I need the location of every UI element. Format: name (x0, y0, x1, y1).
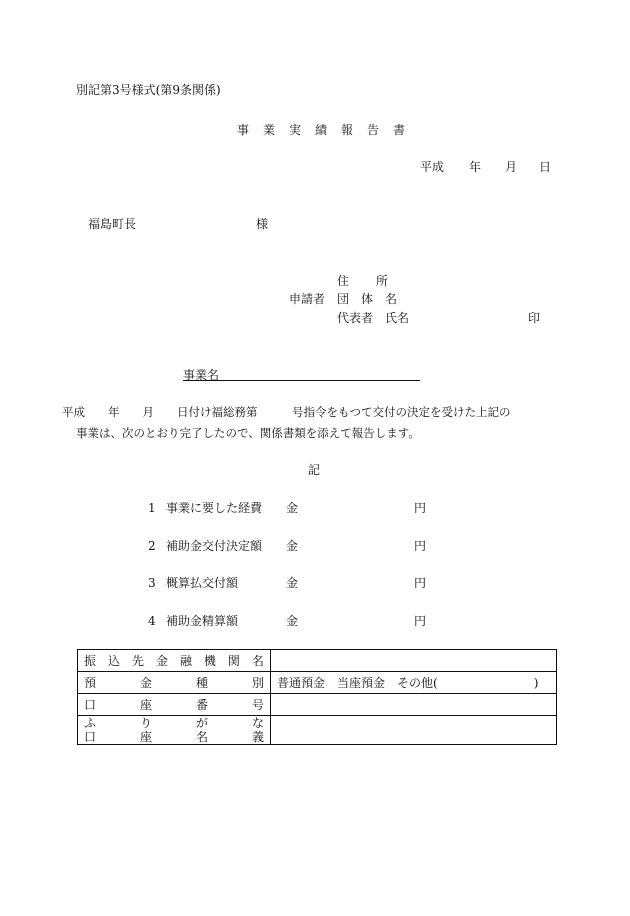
organization-label: 団 体 名 (337, 292, 398, 306)
item-label: 事業に要した経費 (166, 501, 263, 515)
item-yen: 円 (414, 576, 427, 590)
item-label: 補助金交付決定額 (166, 539, 263, 553)
table-row (78, 694, 557, 716)
addressee-name: 福島町長 (88, 217, 137, 231)
bank-name-field[interactable] (271, 650, 557, 672)
spread-label: 振 込 先 金 融 機 関 名 (84, 653, 264, 668)
deposit-type-options: 普通預金 当座預金 その他( (277, 675, 438, 690)
bank-info-table (77, 649, 557, 745)
item-yen: 円 (414, 539, 427, 553)
item-kin: 金 (286, 539, 299, 553)
account-number-field[interactable] (271, 694, 557, 716)
item-label: 補助金精算額 (166, 614, 239, 628)
addressee-suffix: 様 (256, 217, 269, 231)
item-kin: 金 (286, 576, 299, 590)
item-label: 概算払交付額 (166, 576, 239, 590)
document-title: 事業実績報告書 (237, 123, 420, 137)
seal-mark: 印 (528, 311, 541, 325)
date-month: 月 (505, 160, 518, 174)
spread-label: 預 金 種 別 (84, 675, 264, 690)
account-holder-label (78, 716, 271, 745)
deposit-type-field[interactable] (271, 672, 557, 694)
project-name-underline (183, 380, 420, 381)
body-line-2: 事業は、次のとおり完了したので、関係書類を添えて報告します。 (76, 426, 420, 440)
item-number: 3 (148, 576, 156, 590)
body-line-1: 平成 年 月 日付け福総務第 号指令をもつて交付の決定を受けた上記の (62, 405, 511, 419)
applicant-label: 申請者 (289, 292, 326, 306)
address-label: 住 所 (337, 274, 390, 288)
account-holder-field[interactable] (271, 716, 557, 745)
item-number: 1 (148, 501, 156, 515)
item-number: 4 (148, 614, 156, 628)
furigana-label: ふ り が な (84, 716, 264, 730)
item-kin: 金 (286, 614, 299, 628)
bank-name-label (78, 650, 271, 672)
account-number-label (78, 694, 271, 716)
deposit-type-close: ) (533, 675, 539, 690)
date-day: 日 (539, 160, 552, 174)
item-yen: 円 (414, 614, 427, 628)
date-year: 年 (469, 160, 482, 174)
deposit-type-label (78, 672, 271, 694)
ki-heading: 記 (308, 463, 321, 477)
table-row (78, 650, 557, 672)
project-name-label: 事業名 (183, 368, 220, 382)
account-name-label: 口 座 名 義 (84, 730, 264, 744)
item-number: 2 (148, 539, 156, 553)
spread-label: 口 座 番 号 (84, 697, 264, 712)
date-era: 平成 (420, 160, 445, 174)
item-kin: 金 (286, 501, 299, 515)
representative-label: 代表者 氏名 (337, 311, 410, 325)
table-row (78, 716, 557, 745)
form-number: 別記第3号様式(第9条関係) (76, 83, 221, 97)
table-row (78, 672, 557, 694)
item-yen: 円 (414, 501, 427, 515)
